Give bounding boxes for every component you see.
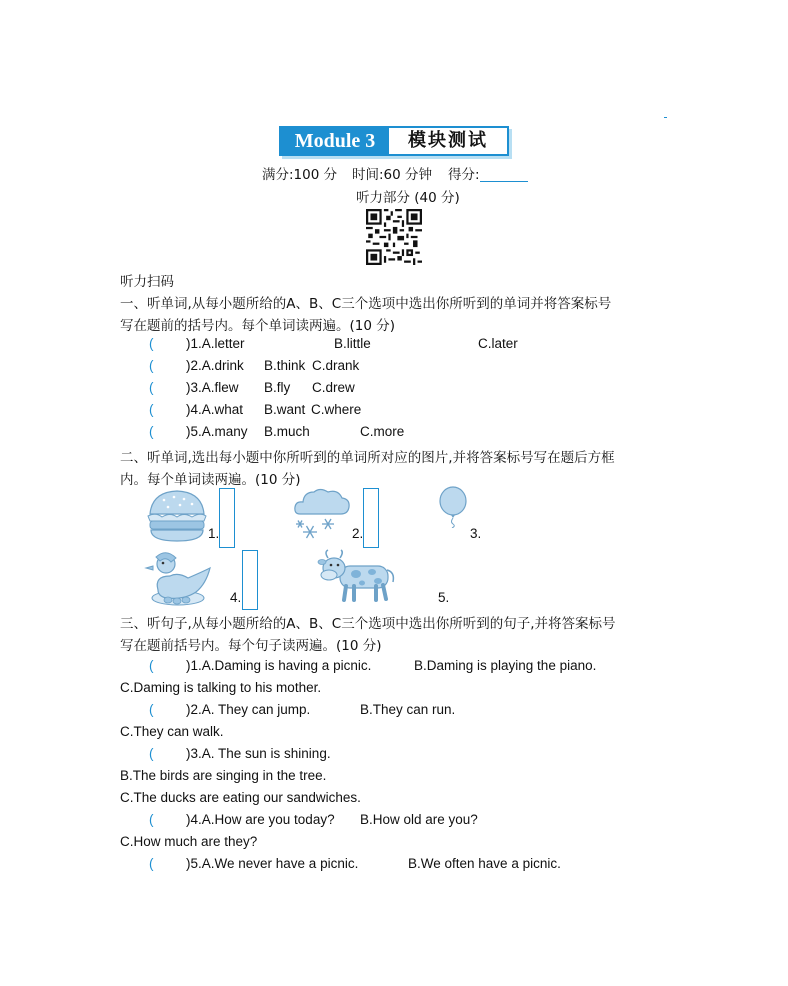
option-a: )4.A.How are you today? xyxy=(186,812,335,827)
option-b: B.fly xyxy=(264,380,291,395)
duck-icon xyxy=(144,550,214,608)
option-a: )5.A.many xyxy=(186,424,248,439)
listening-part-title: 听力部分 (40 分) xyxy=(356,190,460,206)
option-c: C.drank xyxy=(312,358,360,373)
hamburger-icon xyxy=(146,488,208,544)
answer-box[interactable] xyxy=(219,488,235,548)
score-blank[interactable] xyxy=(480,181,528,182)
picture-label: 3. xyxy=(470,526,482,541)
option-b: B.think xyxy=(264,358,306,373)
stray-mark xyxy=(664,117,667,118)
picture-label: 1. xyxy=(208,526,220,541)
qr-caption: 听力扫码 xyxy=(120,274,174,290)
option-c: C.They can walk. xyxy=(120,724,224,739)
answer-paren[interactable]: ( xyxy=(149,402,154,417)
option-a: )4.A.what xyxy=(186,402,244,417)
section2-instruction-line2: 内。每个单词读两遍。(10 分) xyxy=(120,472,301,488)
option-a: )1.A.Daming is having a picnic. xyxy=(186,658,372,673)
section1-instruction-line1: 一、听单词,从每小题所给的A、B、C三个选项中选出你所听到的单词并将答案标号 xyxy=(120,296,612,312)
answer-paren[interactable]: ( xyxy=(149,812,154,827)
section1-instruction-line2: 写在题前的括号内。每个单词读两遍。(10 分) xyxy=(120,318,396,334)
option-b: B.Daming is playing the piano. xyxy=(414,658,597,673)
answer-paren[interactable]: ( xyxy=(149,702,154,717)
option-b: B.little xyxy=(334,336,371,351)
option-b: B.The birds are singing in the tree. xyxy=(120,768,327,783)
answer-paren[interactable]: ( xyxy=(149,358,154,373)
section3-instruction-line2: 写在题前括号内。每个句子读两遍。(10 分) xyxy=(120,638,382,654)
option-a: )1.A.letter xyxy=(186,336,245,351)
cow-icon xyxy=(316,548,396,604)
time-limit: 时间:60 分钟 xyxy=(352,167,433,183)
module-label: Module 3 xyxy=(281,128,389,154)
answer-paren[interactable]: ( xyxy=(149,424,154,439)
option-b: B.We often have a picnic. xyxy=(408,856,561,871)
option-b: B.How old are you? xyxy=(360,812,478,827)
answer-paren[interactable]: ( xyxy=(149,746,154,761)
option-a: )2.A. They can jump. xyxy=(186,702,311,717)
option-c: C.The ducks are eating our sandwiches. xyxy=(120,790,361,805)
answer-box[interactable] xyxy=(242,550,258,610)
option-b: B.want xyxy=(264,402,306,417)
option-a: )2.A.drink xyxy=(186,358,244,373)
score-label: 得分: xyxy=(448,167,480,183)
qr-code-icon[interactable] xyxy=(366,209,422,265)
answer-box[interactable] xyxy=(363,488,379,548)
balloon-icon xyxy=(436,486,470,528)
picture-label: 4. xyxy=(230,590,242,605)
module-title-banner xyxy=(279,126,509,156)
answer-paren[interactable]: ( xyxy=(149,336,154,351)
answer-paren[interactable]: ( xyxy=(149,380,154,395)
section3-instruction-line1: 三、听句子,从每小题所给的A、B、C三个选项中选出你所听到的句子,并将答案标号 xyxy=(120,616,616,632)
full-score: 满分:100 分 xyxy=(262,167,338,183)
option-c: C.drew xyxy=(312,380,355,395)
option-a: )3.A. The sun is shining. xyxy=(186,746,331,761)
option-a: )3.A.flew xyxy=(186,380,239,395)
option-a: )5.A.We never have a picnic. xyxy=(186,856,359,871)
snow-cloud-icon xyxy=(292,486,352,544)
option-b: B.They can run. xyxy=(360,702,456,717)
module-title: 模块测试 xyxy=(408,130,488,151)
section2-instruction-line1: 二、听单词,选出每小题中你所听到的单词所对应的图片,并将答案标号写在题后方框 xyxy=(120,450,615,466)
option-c: C.later xyxy=(478,336,518,351)
option-c: C.more xyxy=(360,424,405,439)
option-c: C.where xyxy=(311,402,362,417)
option-c: C.How much are they? xyxy=(120,834,258,849)
picture-label: 2. xyxy=(352,526,364,541)
option-b: B.much xyxy=(264,424,310,439)
answer-paren[interactable]: ( xyxy=(149,856,154,871)
picture-label: 5. xyxy=(438,590,450,605)
answer-paren[interactable]: ( xyxy=(149,658,154,673)
option-c: C.Daming is talking to his mother. xyxy=(120,680,322,695)
